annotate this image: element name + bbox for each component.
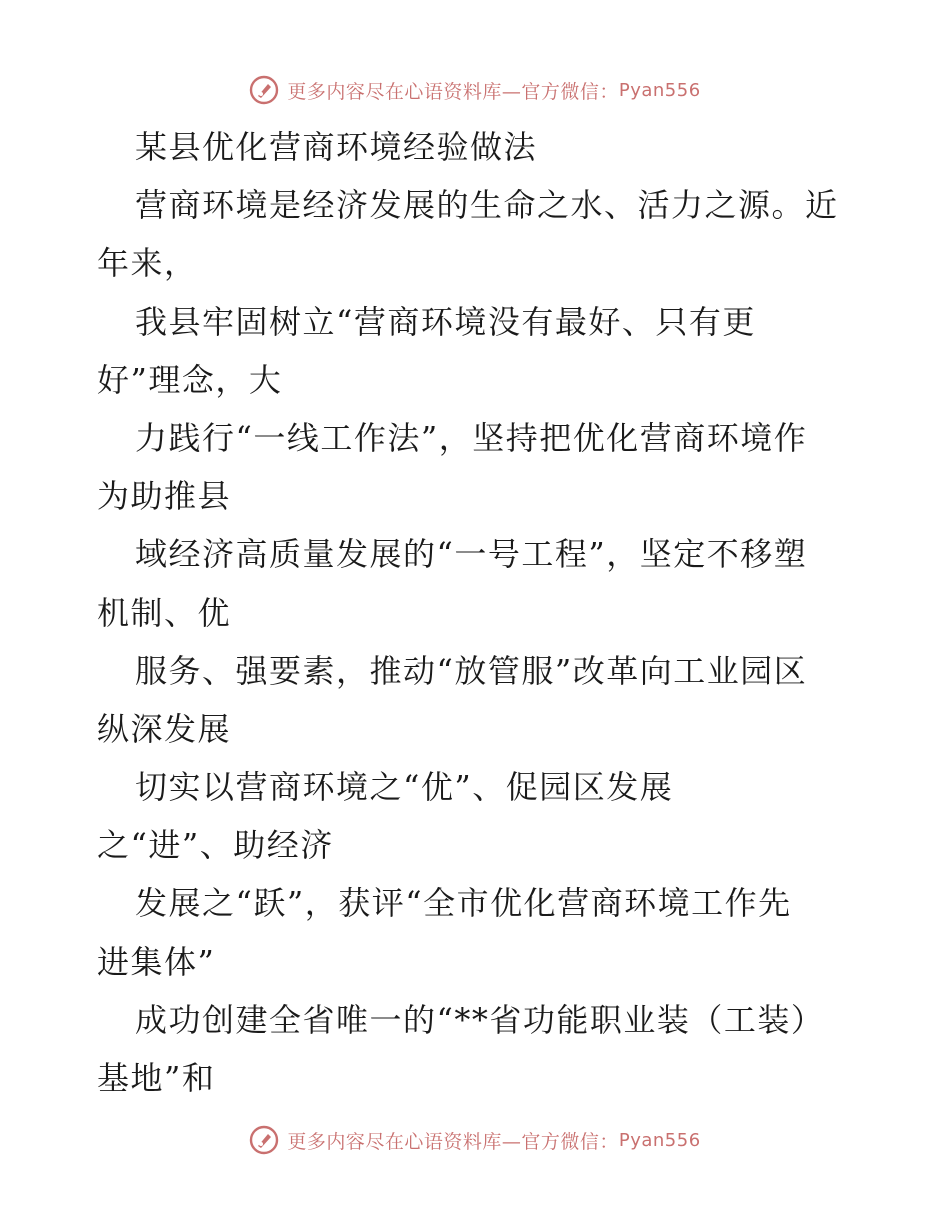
doc-line: 年来，	[97, 244, 198, 283]
doc-line: 某县优化营商环境经验做法	[135, 128, 538, 166]
watermark-text: 更多内容尽在心语资料库—官方微信：	[287, 1130, 619, 1153]
doc-line: 发展之“跃”，获评“全市优化营商环境工作先	[135, 884, 792, 923]
watermark-wechat-id: Pyan556	[618, 1129, 701, 1151]
doc-line: 好”理念，大	[97, 360, 283, 399]
doc-line: 纵深发展	[97, 709, 232, 748]
doc-line: 机制、优	[97, 593, 232, 632]
doc-line: 切实以营商环境之“优”、促园区发展	[135, 768, 674, 807]
header-watermark	[0, 70, 950, 110]
doc-line: 服务、强要素，推动“放管服”改革向工业园区	[135, 651, 808, 690]
footer-watermark	[0, 1120, 950, 1160]
doc-line: 域经济高质量发展的“一号工程”，坚定不移塑	[135, 535, 808, 574]
doc-line: 我县牢固树立“营商环境没有最好、只有更	[135, 302, 756, 341]
pen-nib-logo-icon	[249, 75, 279, 105]
watermark-text: 更多内容尽在心语资料库—官方微信：	[287, 80, 619, 103]
doc-line: 力践行“一线工作法”，坚持把优化营商环境作	[135, 418, 808, 457]
document-body	[97, 118, 857, 1107]
watermark-wechat-id: Pyan556	[618, 79, 701, 101]
doc-line: 为助推县	[97, 477, 232, 516]
doc-line: 成功创建全省唯一的“**省功能职业装（工装）	[135, 1000, 825, 1039]
doc-line: 之“进”、助经济	[97, 826, 334, 865]
pen-nib-logo-icon	[249, 1125, 279, 1155]
doc-line: 营商环境是经济发展的生命之水、活力之源。近	[135, 186, 839, 225]
doc-line: 进集体”	[97, 942, 216, 981]
doc-line: 基地”和	[97, 1059, 216, 1097]
